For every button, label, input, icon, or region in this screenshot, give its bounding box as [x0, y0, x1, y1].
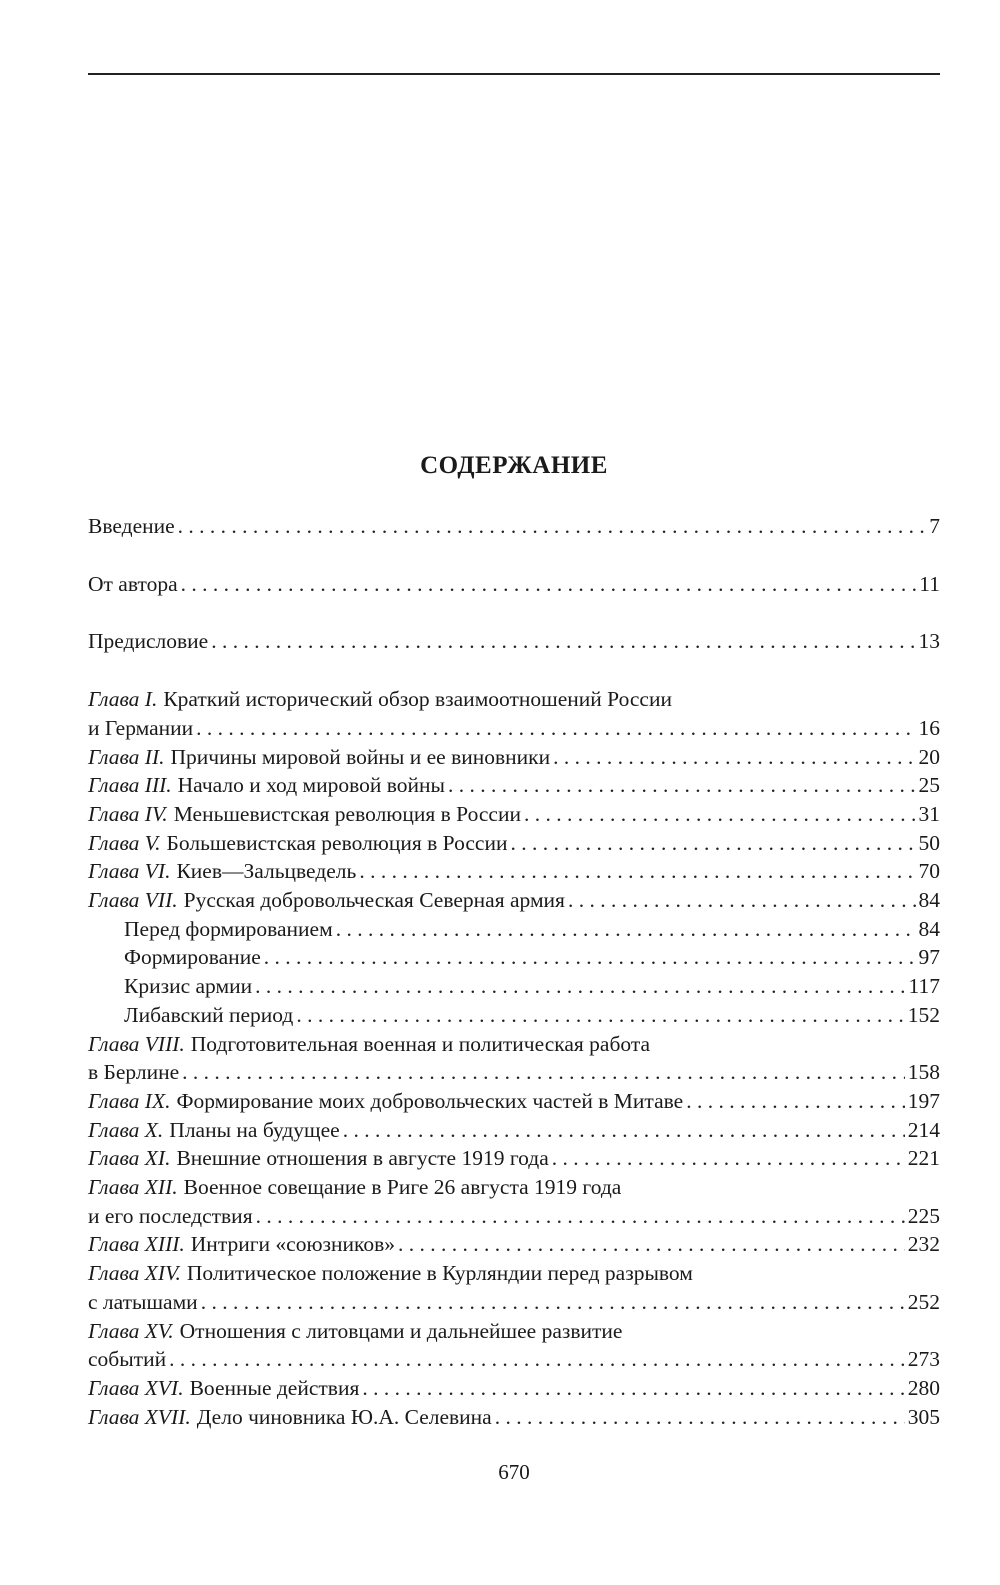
- toc-entry-page: 7: [929, 514, 940, 538]
- toc-entry-chapter-7: [88, 886, 940, 915]
- toc-entry-page: 280: [907, 1375, 940, 1400]
- chapter-label: Глава II.: [88, 744, 165, 769]
- toc-entry-title-cont: событий: [88, 1347, 167, 1372]
- toc-entry-chapter-15: [88, 1317, 940, 1374]
- toc-entry-chapter-9: [88, 1087, 940, 1116]
- toc-entry-page: 158: [907, 1060, 940, 1085]
- toc-entry-chapter-11: [88, 1144, 940, 1173]
- chapter-label: Глава XI.: [88, 1146, 171, 1171]
- toc-entry-chapter-17: [88, 1403, 940, 1432]
- toc-entry-page: 273: [907, 1347, 940, 1372]
- leader-dots: [169, 1345, 905, 1374]
- toc-entry-title: Киев—Зальцведель: [176, 859, 357, 884]
- leader-dots: [336, 915, 916, 944]
- leader-dots: [359, 857, 915, 886]
- toc-subentry: [88, 915, 940, 944]
- toc-entry-page: 214: [907, 1117, 940, 1142]
- leader-dots: [553, 743, 915, 772]
- leader-dots: [196, 714, 915, 743]
- leader-dots: [264, 943, 916, 972]
- toc-entry-title: От автора: [88, 571, 178, 596]
- toc-entry-title: Причины мировой войны и ее виновники: [170, 744, 551, 769]
- toc-entry-title: Большевистская революция в России: [166, 830, 508, 855]
- toc-entry-chapter-14: [88, 1259, 940, 1316]
- leader-dots: [568, 886, 916, 915]
- chapter-label: Глава IX.: [88, 1088, 171, 1113]
- toc-entry-page: 232: [907, 1232, 940, 1257]
- toc-entry-page: 152: [907, 1002, 940, 1027]
- toc-entry-chapter-13: [88, 1230, 940, 1259]
- toc-entry-preface: [88, 627, 940, 656]
- leader-dots: [178, 512, 927, 541]
- toc-entry-title-cont: в Берлине: [88, 1060, 180, 1085]
- toc-entry-from-author: [88, 570, 940, 599]
- chapter-label: Глава VI.: [88, 859, 171, 884]
- leader-dots: [201, 1288, 905, 1317]
- toc-entry-page: 197: [907, 1088, 940, 1113]
- toc-entry-title: Военные действия: [189, 1375, 360, 1400]
- toc-entry-chapter-12: [88, 1173, 940, 1230]
- toc-entry-title: Формирование: [124, 945, 261, 970]
- toc-entry-page: 84: [918, 916, 940, 941]
- toc-entry-page: 50: [918, 830, 940, 855]
- toc-entry-chapter-10: [88, 1116, 940, 1145]
- toc-entry-title: Меньшевистская революция в России: [173, 801, 521, 826]
- toc-entry-page: 11: [919, 571, 940, 596]
- toc-entry-title: Планы на будущее: [169, 1117, 340, 1142]
- toc-entry-title: Краткий исторический обзор взаимоотношений России: [163, 687, 672, 712]
- leader-dots: [362, 1374, 904, 1403]
- chapter-label: Глава XVII.: [88, 1404, 191, 1429]
- chapter-label: Глава XV.: [88, 1318, 174, 1343]
- chapter-label: Глава IV.: [88, 801, 168, 826]
- toc-entry-chapter-16: [88, 1374, 940, 1403]
- toc-entry-title: Подготовительная военная и политическая работа: [190, 1031, 651, 1056]
- toc-subentry: [88, 943, 940, 972]
- toc-entry-title: Перед формированием: [124, 916, 333, 941]
- toc-entry-chapter-4: [88, 800, 940, 829]
- chapter-label: Глава I.: [88, 687, 158, 712]
- page-title: СОДЕРЖАНИЕ: [420, 452, 608, 479]
- toc-entry-page: 31: [918, 801, 940, 826]
- toc-subentry: [88, 972, 940, 1001]
- toc-entry-title: Либавский период: [124, 1002, 294, 1027]
- toc-entry-intro: [88, 512, 940, 541]
- chapter-label: Глава VIII.: [88, 1031, 185, 1056]
- chapter-label: Глава XIII.: [88, 1232, 185, 1257]
- chapter-label: Глава III.: [88, 773, 172, 798]
- toc-entry-chapter-3: [88, 771, 940, 800]
- toc-entry-chapter-6: [88, 857, 940, 886]
- toc-entry-title: Формирование моих добровольческих частей в Митаве: [176, 1088, 684, 1113]
- leader-dots: [296, 1001, 904, 1030]
- toc-entry-title: Военное совещание в Риге 26 августа 1919 года: [183, 1175, 622, 1200]
- toc-entry-page: 16: [918, 715, 940, 740]
- toc-entry-page: 305: [907, 1404, 940, 1429]
- leader-dots: [448, 771, 916, 800]
- toc-entry-page: 13: [918, 629, 940, 654]
- toc-entry-page: 70: [918, 859, 940, 884]
- leader-dots: [524, 800, 916, 829]
- toc-entry-title-cont: и Германии: [88, 715, 194, 740]
- toc-entry-title: Политическое положение в Курляндии перед разрывом: [186, 1261, 693, 1286]
- chapter-label: Глава V.: [88, 830, 161, 855]
- chapter-label: Глава XII.: [88, 1175, 178, 1200]
- leader-dots: [343, 1116, 905, 1145]
- toc-entry-page: 84: [918, 888, 940, 913]
- toc-entry-page: 97: [918, 945, 940, 970]
- toc-entry-title-cont: и его последствия: [88, 1203, 253, 1228]
- leader-dots: [256, 1202, 905, 1231]
- toc-entry-title: Отношения с литовцами и дальнейшее развитие: [179, 1318, 623, 1343]
- leader-dots: [181, 570, 917, 599]
- top-rule: [88, 73, 940, 75]
- toc-entry-page: 225: [907, 1203, 940, 1228]
- chapter-label: Глава XIV.: [88, 1261, 181, 1286]
- page-number: 670: [498, 1460, 530, 1484]
- toc-entry-page: 252: [907, 1289, 940, 1314]
- toc-entry-title-cont: с латышами: [88, 1289, 198, 1314]
- leader-dots: [255, 972, 905, 1001]
- toc-entry-page: 20: [918, 744, 940, 769]
- toc-entry-title: Введение: [88, 514, 175, 538]
- toc-subentry: [88, 1001, 940, 1030]
- toc-entry-page: 221: [907, 1146, 940, 1171]
- toc-entry-title: Русская добровольческая Северная армия: [183, 888, 565, 913]
- toc-entry-title: Дело чиновника Ю.А. Селевина: [196, 1404, 492, 1429]
- chapter-label: Глава X.: [88, 1117, 164, 1142]
- table-of-contents: [88, 512, 940, 1431]
- toc-entry-page: 25: [918, 773, 940, 798]
- toc-entry-chapter-1: [88, 685, 940, 742]
- chapter-label: Глава VII.: [88, 888, 178, 913]
- toc-entry-page: 117: [908, 974, 940, 999]
- toc-entry-title: Предисловие: [88, 629, 209, 654]
- leader-dots: [495, 1403, 905, 1432]
- leader-dots: [211, 627, 915, 656]
- toc-entry-title: Начало и ход мировой войны: [177, 773, 445, 798]
- toc-entry-title: Внешние отношения в августе 1919 года: [176, 1146, 549, 1171]
- chapter-label: Глава XVI.: [88, 1375, 184, 1400]
- toc-entry-chapter-8: [88, 1030, 940, 1087]
- leader-dots: [398, 1230, 905, 1259]
- leader-dots: [510, 829, 915, 858]
- toc-entry-title: Интриги «союзников»: [190, 1232, 396, 1257]
- toc-entry-title: Кризис армии: [124, 974, 253, 999]
- toc-entry-chapter-5: [88, 829, 940, 858]
- toc-entry-chapter-2: [88, 743, 940, 772]
- leader-dots: [552, 1144, 905, 1173]
- leader-dots: [686, 1087, 905, 1116]
- leader-dots: [182, 1058, 905, 1087]
